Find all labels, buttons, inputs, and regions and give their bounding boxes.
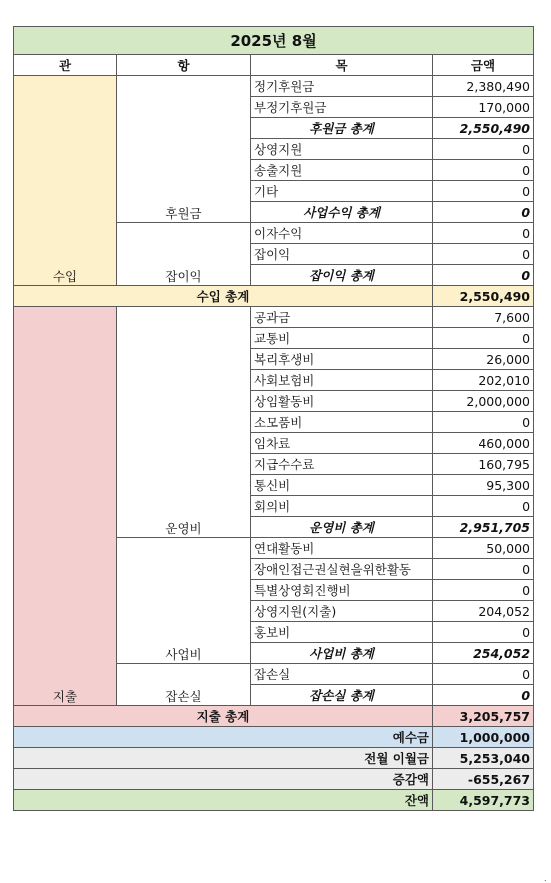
item-name: 홍보비 (251, 622, 433, 643)
item-name: 이자수익 (251, 223, 433, 244)
item-amount: 0 (433, 664, 534, 685)
item-amount: 0 (433, 139, 534, 160)
subtotal-amount: 2,550,490 (433, 118, 534, 139)
deposit-row (14, 727, 534, 748)
item-name: 상영지원 (251, 139, 433, 160)
item-name: 부정기후원금 (251, 97, 433, 118)
table-row (14, 76, 534, 97)
item-name: 임차료 (251, 433, 433, 454)
item-amount: 202,010 (433, 370, 534, 391)
carryover-row (14, 748, 534, 769)
item-amount: 0 (433, 244, 534, 265)
item-name: 사회보험비 (251, 370, 433, 391)
misc-hang-label: 잡이익 (117, 223, 251, 286)
subtotal-label: 후원금 총계 (251, 118, 433, 139)
item-name: 특별상영회진행비 (251, 580, 433, 601)
subtotal-label: 잡손실 총계 (251, 685, 433, 706)
item-name: 회의비 (251, 496, 433, 517)
operating-hang-label: 운영비 (117, 307, 251, 538)
item-name: 지급수수료 (251, 454, 433, 475)
item-name: 상임활동비 (251, 391, 433, 412)
item-name: 교통비 (251, 328, 433, 349)
item-amount: 0 (433, 559, 534, 580)
loss-hang-label: 잡손실 (117, 664, 251, 706)
title-row (14, 27, 534, 55)
item-name: 잡이익 (251, 244, 433, 265)
item-name: 복리후생비 (251, 349, 433, 370)
header-hang: 항 (117, 55, 251, 76)
change-amount: -655,267 (433, 769, 534, 790)
item-amount: 0 (433, 622, 534, 643)
subtotal-amount: 0 (433, 202, 534, 223)
subtotal-label: 잡이익 총계 (251, 265, 433, 286)
header-amount: 금액 (433, 55, 534, 76)
item-name: 기타 (251, 181, 433, 202)
item-amount: 2,000,000 (433, 391, 534, 412)
item-amount: 160,795 (433, 454, 534, 475)
item-name: 소모품비 (251, 412, 433, 433)
item-amount: 0 (433, 496, 534, 517)
subtotal-amount: 254,052 (433, 643, 534, 664)
item-amount: 7,600 (433, 307, 534, 328)
header-row (14, 55, 534, 76)
expense-total-row (14, 706, 534, 727)
carryover-amount: 5,253,040 (433, 748, 534, 769)
subtotal-amount: 0 (433, 265, 534, 286)
item-name: 통신비 (251, 475, 433, 496)
item-amount: 0 (433, 181, 534, 202)
item-name: 상영지원(지출) (251, 601, 433, 622)
subtotal-amount: 0 (433, 685, 534, 706)
carryover-label: 전월 이월금 (14, 748, 433, 769)
business-hang-label: 사업비 (117, 538, 251, 664)
item-name: 장애인접근권실현을위한활동 (251, 559, 433, 580)
item-amount: 50,000 (433, 538, 534, 559)
item-amount: 2,380,490 (433, 76, 534, 97)
item-name: 정기후원금 (251, 76, 433, 97)
expense-total-amount: 3,205,757 (433, 706, 534, 727)
balance-amount: 4,597,773 (433, 790, 534, 811)
subtotal-label: 사업수익 총계 (251, 202, 433, 223)
expense-total-label: 지출 총계 (14, 706, 433, 727)
item-amount: 0 (433, 328, 534, 349)
item-amount: 460,000 (433, 433, 534, 454)
financial-report-table (13, 26, 534, 811)
balance-row (14, 790, 534, 811)
item-name: 공과금 (251, 307, 433, 328)
subtotal-label: 운영비 총계 (251, 517, 433, 538)
header-gwan: 관 (14, 55, 117, 76)
item-amount: 26,000 (433, 349, 534, 370)
item-amount: 95,300 (433, 475, 534, 496)
income-total-amount: 2,550,490 (433, 286, 534, 307)
item-name: 연대활동비 (251, 538, 433, 559)
item-name: 잡손실 (251, 664, 433, 685)
item-amount: 204,052 (433, 601, 534, 622)
income-total-label: 수입 총계 (14, 286, 433, 307)
income-total-row (14, 286, 534, 307)
expense-gwan-label: 지출 (14, 307, 117, 706)
subtotal-label: 사업비 총계 (251, 643, 433, 664)
deposit-amount: 1,000,000 (433, 727, 534, 748)
income-gwan-label: 수입 (14, 76, 117, 286)
balance-label: 잔액 (14, 790, 433, 811)
corner-mark: . (544, 874, 547, 883)
subtotal-amount: 2,951,705 (433, 517, 534, 538)
item-amount: 0 (433, 223, 534, 244)
report-title: 2025년 8월 (14, 27, 534, 55)
item-amount: 0 (433, 160, 534, 181)
deposit-label: 예수금 (14, 727, 433, 748)
change-row (14, 769, 534, 790)
header-mok: 목 (251, 55, 433, 76)
item-amount: 0 (433, 412, 534, 433)
table-row (14, 307, 534, 328)
item-name: 송출지원 (251, 160, 433, 181)
item-amount: 0 (433, 580, 534, 601)
change-label: 증감액 (14, 769, 433, 790)
sponsor-hang-label: 후원금 (117, 76, 251, 223)
item-amount: 170,000 (433, 97, 534, 118)
